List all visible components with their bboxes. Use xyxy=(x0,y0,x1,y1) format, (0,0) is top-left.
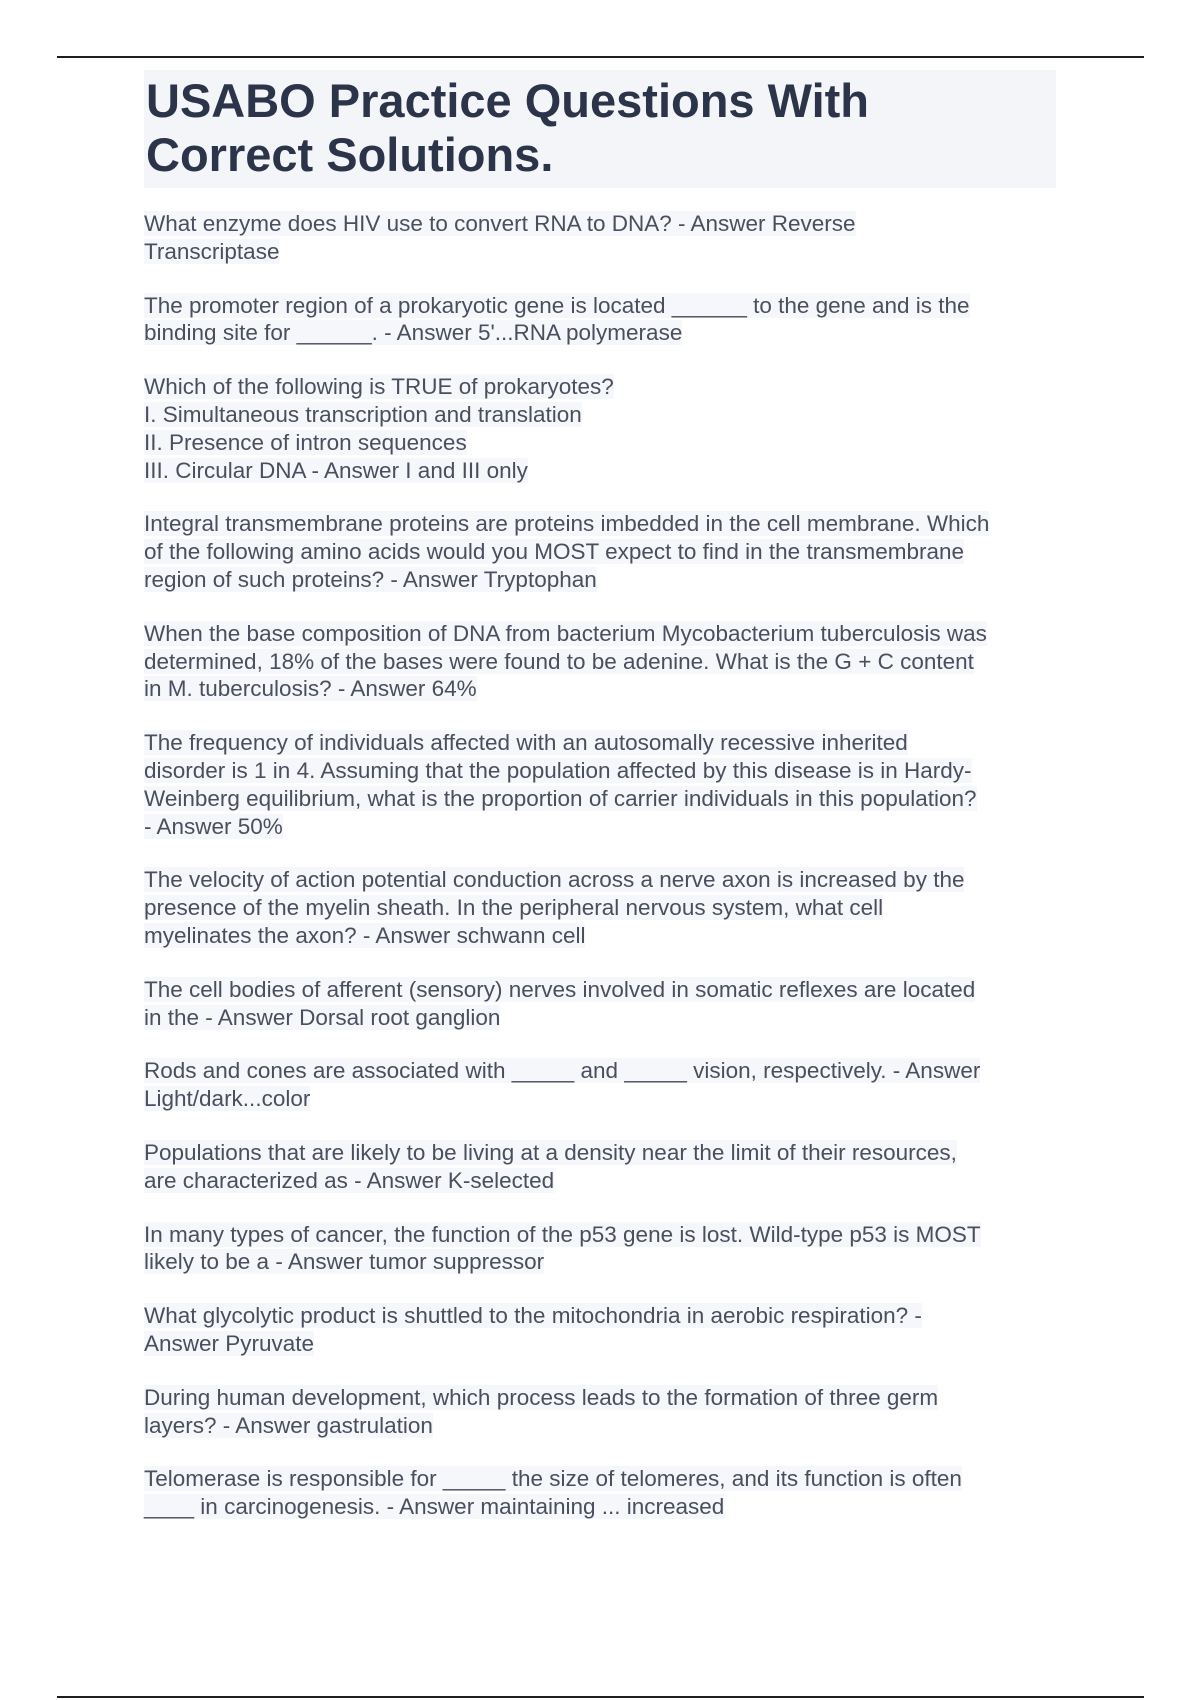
question-text-line xyxy=(144,401,1056,429)
question-text: are characterized as - Answer K-selected xyxy=(144,1167,555,1193)
question-text-line xyxy=(144,1302,1056,1330)
question-text-line xyxy=(144,1465,1056,1493)
question-text-line xyxy=(144,922,1056,950)
question-text-line xyxy=(144,894,1056,922)
question-text-line xyxy=(144,1493,1056,1521)
question-text-line xyxy=(144,976,1056,1004)
question-text-line xyxy=(144,1384,1056,1412)
question-text: presence of the myelin sheath. In the peripheral nervous system, what cell xyxy=(144,895,884,921)
question-text-line xyxy=(144,1330,1056,1358)
question-item xyxy=(144,1139,1056,1195)
bottom-rule xyxy=(57,1696,1144,1698)
question-text: III. Circular DNA - Answer I and III only xyxy=(144,457,528,483)
question-text: During human development, which process leads to the formation of three germ xyxy=(144,1384,939,1410)
question-item xyxy=(144,1302,1056,1358)
question-item xyxy=(144,866,1056,949)
question-text-line xyxy=(144,675,1056,703)
question-text-line xyxy=(144,292,1056,320)
question-text-line xyxy=(144,319,1056,347)
question-text: What enzyme does HIV use to convert RNA to DNA? - Answer Reverse xyxy=(144,211,856,236)
question-text: What glycolytic product is shuttled to the mitochondria in aerobic respiration? - xyxy=(144,1303,922,1329)
question-text-line xyxy=(144,373,1056,401)
question-text: in the - Answer Dorsal root ganglion xyxy=(144,1004,501,1030)
question-text-line xyxy=(144,729,1056,757)
document-title xyxy=(146,74,1052,182)
question-text: Answer Pyruvate xyxy=(144,1330,315,1356)
question-item xyxy=(144,1057,1056,1113)
question-text-line xyxy=(144,1412,1056,1440)
question-item xyxy=(144,1384,1056,1440)
question-item xyxy=(144,1221,1056,1277)
question-text-line xyxy=(144,1248,1056,1276)
question-text-line xyxy=(144,1139,1056,1167)
question-item xyxy=(144,1465,1056,1521)
question-text-line xyxy=(144,1004,1056,1032)
title-block xyxy=(144,70,1056,188)
question-text-line xyxy=(144,210,1056,238)
question-text-line xyxy=(144,238,1056,266)
question-item xyxy=(144,210,1056,266)
question-text-line xyxy=(144,866,1056,894)
question-text: I. Simultaneous transcription and translation xyxy=(144,401,582,427)
question-text: region of such proteins? - Answer Tryptophan xyxy=(144,566,597,592)
question-text: When the base composition of DNA from bacterium Mycobacterium tuberculosis was xyxy=(144,620,987,646)
question-text-line xyxy=(144,785,1056,813)
question-item xyxy=(144,729,1056,840)
question-text: likely to be a - Answer tumor suppressor xyxy=(144,1249,545,1275)
question-text: Which of the following is TRUE of prokaryotes? xyxy=(144,374,614,400)
question-text: layers? - Answer gastrulation xyxy=(144,1412,433,1438)
question-text-line xyxy=(144,813,1056,841)
question-text-line xyxy=(144,1057,1056,1085)
question-text: In many types of cancer, the function of the p53 gene is lost. Wild-type p53 is MOST xyxy=(144,1221,981,1247)
question-text: in M. tuberculosis? - Answer 64% xyxy=(144,676,477,702)
question-list xyxy=(144,210,1056,1521)
question-text: myelinates the axon? - Answer schwann cell xyxy=(144,922,586,948)
question-item xyxy=(144,373,1056,484)
question-text: II. Presence of intron sequences xyxy=(144,429,467,455)
question-text: ____ in carcinogenesis. - Answer maintaining ... increased xyxy=(144,1494,725,1520)
question-text: The velocity of action potential conduction across a nerve axon is increased by the xyxy=(144,867,965,893)
question-text: Telomerase is responsible for _____ the size of telomeres, and its function is often xyxy=(144,1466,962,1492)
question-text: The promoter region of a prokaryotic gene is located ______ to the gene and is the xyxy=(144,292,970,318)
question-text: of the following amino acids would you MOST expect to find in the transmembrane xyxy=(144,539,965,565)
title-line-1: USABO Practice Questions With xyxy=(146,74,869,127)
question-text-line xyxy=(144,648,1056,676)
top-rule xyxy=(57,56,1144,58)
question-text-line xyxy=(144,429,1056,457)
question-text-line xyxy=(144,457,1056,485)
question-text-line xyxy=(144,620,1056,648)
question-text: Integral transmembrane proteins are proteins imbedded in the cell membrane. Which xyxy=(144,511,990,537)
question-text: Rods and cones are associated with _____ and _____ vision, respectively. - Answer xyxy=(144,1058,981,1084)
question-text: The cell bodies of afferent (sensory) nerves involved in somatic reflexes are located xyxy=(144,976,976,1002)
question-text: disorder is 1 in 4. Assuming that the population affected by this disease is in Hardy- xyxy=(144,757,972,783)
question-text: Weinberg equilibrium, what is the proportion of carrier individuals in this population? xyxy=(144,785,977,811)
question-text: Transcriptase xyxy=(144,238,280,264)
question-text-line xyxy=(144,757,1056,785)
question-text: determined, 18% of the bases were found to be adenine. What is the G + C content xyxy=(144,648,974,674)
question-text: Light/dark...color xyxy=(144,1086,311,1112)
question-text: binding site for ______. - Answer 5'...RNA polymerase xyxy=(144,320,683,346)
question-text-line xyxy=(144,1167,1056,1195)
question-text: Populations that are likely to be living at a density near the limit of their resources, xyxy=(144,1139,957,1165)
question-item xyxy=(144,292,1056,348)
question-text-line xyxy=(144,566,1056,594)
question-text-line xyxy=(144,1221,1056,1249)
question-text-line xyxy=(144,1085,1056,1113)
title-line-2: Correct Solutions. xyxy=(146,128,554,181)
question-text: - Answer 50% xyxy=(144,813,283,839)
question-item xyxy=(144,510,1056,593)
question-item xyxy=(144,620,1056,703)
question-text-line xyxy=(144,538,1056,566)
question-text-line xyxy=(144,510,1056,538)
question-text: The frequency of individuals affected with an autosomally recessive inherited xyxy=(144,730,908,756)
question-item xyxy=(144,976,1056,1032)
document-body xyxy=(144,70,1056,1547)
